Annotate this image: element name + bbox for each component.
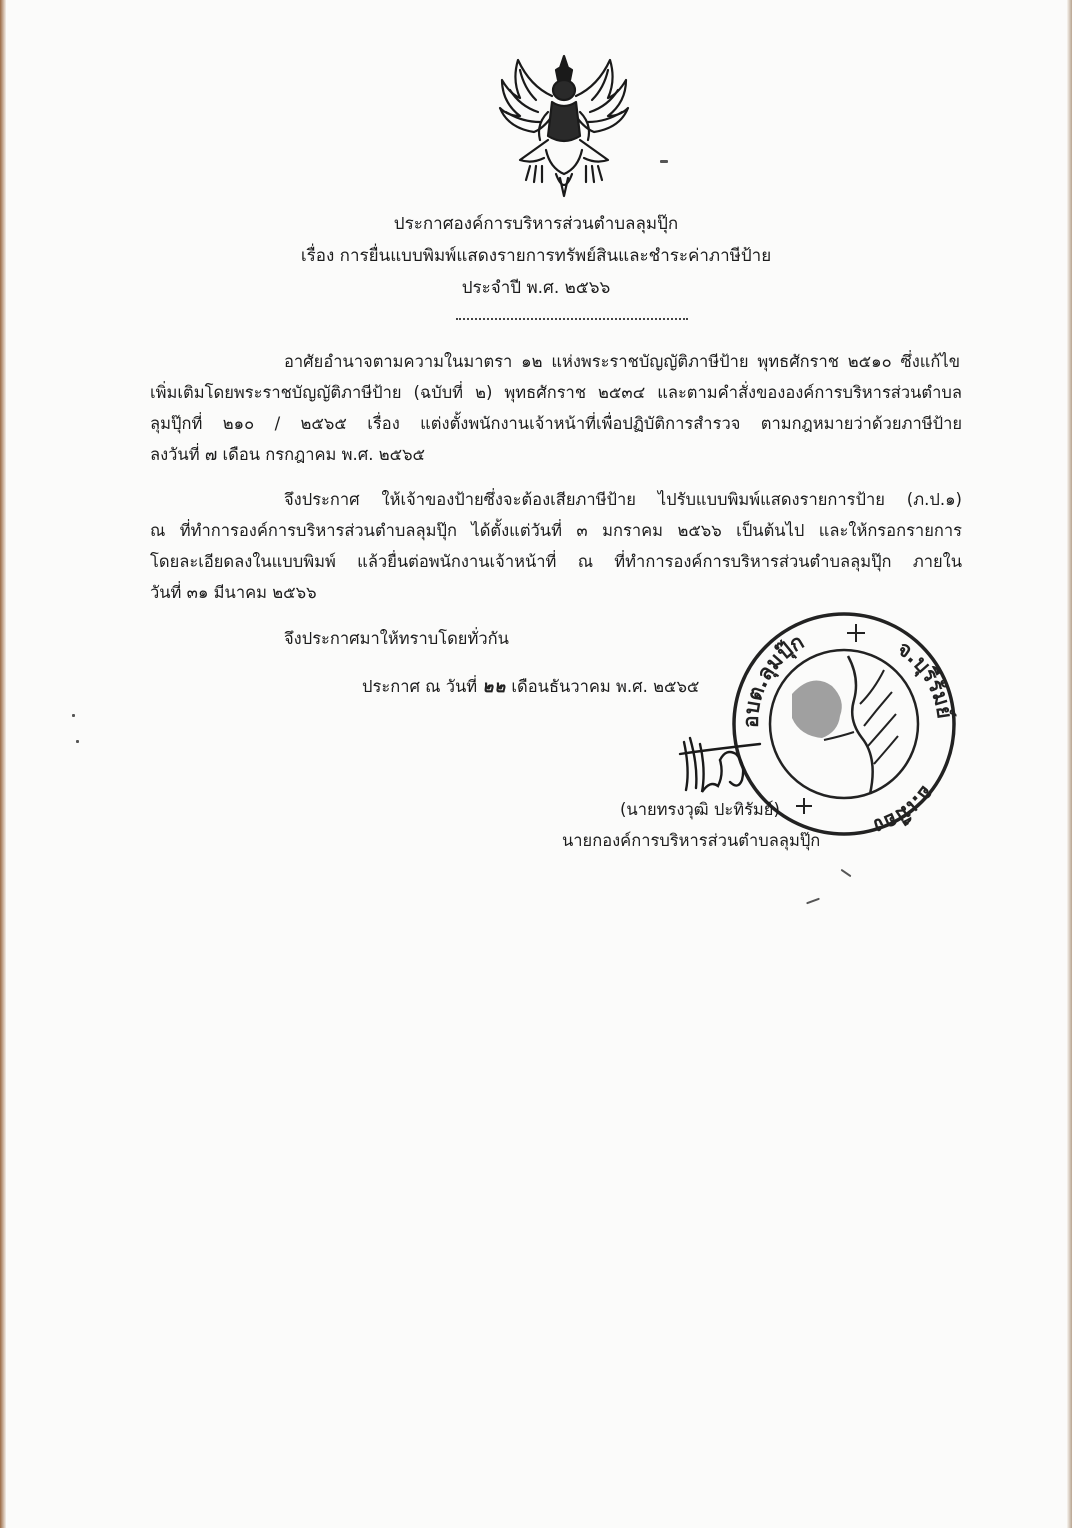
dotted-divider: [456, 318, 688, 320]
paragraph1-line2: [150, 381, 962, 405]
paragraph2-line3-text: โดยละเอียดลงในแบบพิมพ์ แล้วยื่นต่อพนักงานเจ้าหน้าที่ ณ ที่ทำการองค์การบริหารส่วนตำบลลุมปุ๊ก ภายใน: [150, 552, 962, 571]
seal-bottom-text: อ.เมือง: [870, 781, 940, 839]
paragraph1-line2-text: เพิ่มเติมโดยพระราชบัญญัติภาษีป้าย (ฉบับที่ ๒) พุทธศักราช ๒๕๓๔ และตามคำสั่งขององค์การบริหารส่วนตำบล: [150, 383, 962, 402]
scan-speck: [76, 740, 79, 743]
date-prefix: ประกาศ ณ วันที่: [362, 677, 478, 696]
paragraph1-line3-text: ลุมปุ๊กที่ ๒๑๐ / ๒๕๖๕ เรื่อง แต่งตั้งพนักงานเจ้าหน้าที่เพื่อปฏิบัติการสำรวจ ตามกฎหมายว่าด้วยภาษีป้าย: [150, 414, 962, 433]
announcement-date: [362, 675, 699, 699]
paragraph2-line3: [150, 550, 962, 574]
signatory-name: (นายทรงวุฒิ ปะทิรัมย์): [620, 800, 780, 819]
signatory-title: นายกองค์การบริหารส่วนตำบลลุมปุ๊ก: [562, 831, 821, 850]
handwritten-signature: [676, 730, 766, 800]
paragraph1-line4: ลงวันที่ ๗ เดือน กรกฎาคม พ.ศ. ๒๕๖๕: [150, 445, 426, 464]
scan-speck: [841, 869, 852, 878]
date-day: ๒๒: [482, 677, 507, 696]
announcement-year: ประจำปี พ.ศ. ๒๕๖๖: [461, 278, 611, 298]
scan-speck: [72, 714, 75, 717]
scan-speck: [806, 898, 820, 905]
announcement-heading: ประกาศองค์การบริหารส่วนตำบลลุมปุ๊ก: [393, 214, 679, 234]
date-suffix: เดือนธันวาคม พ.ศ. ๒๕๖๕: [511, 677, 700, 696]
paragraph1-line1-text: อาศัยอำนาจตามความในมาตรา ๑๒ แห่งพระราชบัญญัติภาษีป้าย พุทธศักราช ๒๕๑๐ ซึ่งแก้ไข: [284, 352, 960, 371]
closing-line: จึงประกาศมาให้ทราบโดยทั่วกัน: [284, 629, 509, 648]
paragraph2-line4: วันที่ ๓๑ มีนาคม ๒๕๖๖: [150, 583, 317, 602]
seal-right-text: จ.บุรีรัมย์: [893, 636, 957, 721]
svg-text:อ.เมือง: [871, 781, 939, 839]
paragraph1-line3: [150, 412, 962, 436]
paragraph1-line1: [284, 350, 960, 374]
paragraph2-line1: [284, 488, 962, 512]
paragraph2-line2-text: ณ ที่ทำการองค์การบริหารส่วนตำบลลุมปุ๊ก ได้ตั้งแต่วันที่ ๓ มกราคม ๒๕๖๖ เป็นต้นไป และให้กรอกรายการ: [150, 521, 962, 540]
garuda-emblem: [490, 50, 638, 200]
paragraph2-line1-text: จึงประกาศ ให้เจ้าของป้ายซึ่งจะต้องเสียภาษีป้าย ไปรับแบบพิมพ์แสดงรายการป้าย (ภ.ป.๑): [284, 490, 962, 509]
paragraph2-line2: [150, 519, 962, 543]
seal-top-text: อบต.ลุมปุ๊ก: [738, 629, 808, 729]
scan-speck: [660, 160, 668, 163]
announcement-subject: เรื่อง การยื่นแบบพิมพ์แสดงรายการทรัพย์สินและชำระค่าภาษีป้าย: [300, 246, 772, 266]
